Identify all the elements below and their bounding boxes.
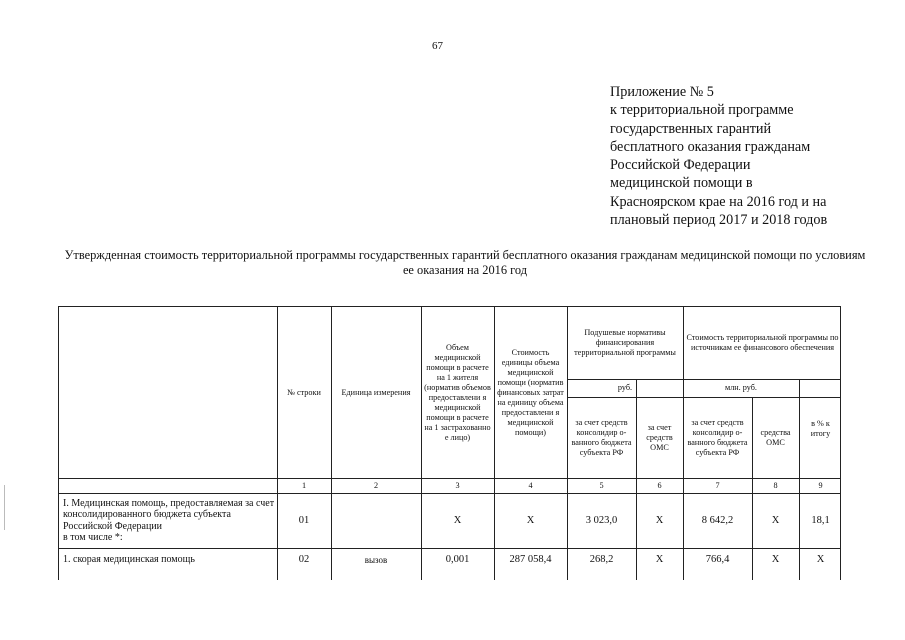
appendix-line: государственных гарантий bbox=[610, 120, 772, 137]
column-number: 5 bbox=[599, 480, 604, 490]
appendix-line: медицинской помощи в bbox=[610, 175, 753, 192]
row-name: 1. скорая медицинская помощь bbox=[63, 554, 195, 565]
scan-edge-mark bbox=[4, 485, 5, 530]
row-oms-mln: Х bbox=[771, 514, 780, 526]
appendix-line: плановый период 2017 и 2018 годов bbox=[610, 212, 828, 229]
header-rub: руб. bbox=[617, 383, 633, 392]
header-budget-mln: за счет средств консолидир о-ванного бюджета субъекта РФ bbox=[687, 417, 748, 457]
header-row-number: № строки bbox=[287, 387, 321, 397]
header-mln-rub: млн. руб. bbox=[725, 383, 757, 392]
header-oms: за счет средств ОМС bbox=[646, 422, 673, 452]
appendix-line: Российской Федерации bbox=[610, 157, 751, 174]
appendix-header bbox=[610, 83, 870, 229]
row-budget-mln: 8 642,2 bbox=[701, 514, 734, 526]
row-volume: Х bbox=[453, 514, 462, 526]
column-number: 2 bbox=[373, 480, 379, 490]
header-oms-mln: средства ОМС bbox=[760, 427, 791, 447]
column-number: 6 bbox=[657, 480, 662, 490]
header-volume: Объем медицинской помощи в расчете на 1 жителя (норматив объемов предоставлени я медицинской помощи в расчете на 1 застрахованно е лицо) bbox=[424, 342, 491, 442]
row-volume: 0,001 bbox=[445, 554, 470, 565]
header-percent: в % к итогу bbox=[810, 418, 831, 438]
appendix-line: бесплатного оказания гражданам bbox=[610, 138, 811, 155]
row-unit-cost: 287 058,4 bbox=[509, 554, 552, 565]
row-oms: Х bbox=[655, 554, 664, 565]
row-unit-cost: Х bbox=[526, 514, 535, 526]
row-unit bbox=[331, 493, 421, 548]
row-oms: Х bbox=[655, 514, 664, 526]
row-number: 02 bbox=[298, 554, 310, 565]
document-title: Утвержденная стоимость территориальной программы государственных гарантий бесплатного оказания гражданам медицинской помощи по условиям ее оказания на 2016 год bbox=[64, 248, 866, 277]
column-number: 3 bbox=[455, 480, 460, 490]
row-budget-mln: 766,4 bbox=[705, 554, 730, 565]
page-number: 67 bbox=[432, 40, 443, 52]
row-number: 01 bbox=[298, 514, 310, 526]
row-budget: 3 023,0 bbox=[585, 514, 618, 526]
header-unit-cost: Стоимость единицы объема медицинской помощи (норматив финансовых затрат на единицу объема предоставлени я медицинской помощи) bbox=[497, 347, 564, 437]
row-unit: вызов bbox=[364, 555, 388, 565]
cost-table bbox=[58, 306, 841, 580]
appendix-line: Красноярском крае на 2016 год и на bbox=[610, 193, 827, 210]
header-unit: Единица измерения bbox=[341, 387, 411, 397]
header-budget: за счет средств консолидир о-ванного бюджета субъекта РФ bbox=[571, 417, 632, 457]
appendix-line: Приложение № 5 bbox=[610, 84, 714, 100]
column-number: 7 bbox=[715, 480, 720, 490]
row-percent: Х bbox=[816, 554, 825, 565]
column-number: 8 bbox=[773, 480, 778, 490]
row-name: I. Медицинская помощь, предоставляемая за счет консолидированного бюджета субъекта Российской Федерации в том числе *: bbox=[63, 497, 275, 543]
header-program-cost: Стоимость территориальной программы по источникам ее финансового обеспечения bbox=[686, 333, 839, 352]
appendix-line: к территориальной программе bbox=[610, 102, 794, 119]
row-budget: 268,2 bbox=[589, 554, 614, 565]
row-percent: 18,1 bbox=[811, 514, 830, 526]
header-per-capita-norms: Подушевые нормативы финансирования территориальной программы bbox=[574, 328, 676, 357]
column-number: 4 bbox=[528, 480, 533, 490]
row-oms-mln: Х bbox=[771, 554, 780, 565]
column-number: 9 bbox=[818, 480, 823, 490]
column-number: 1 bbox=[301, 480, 307, 490]
